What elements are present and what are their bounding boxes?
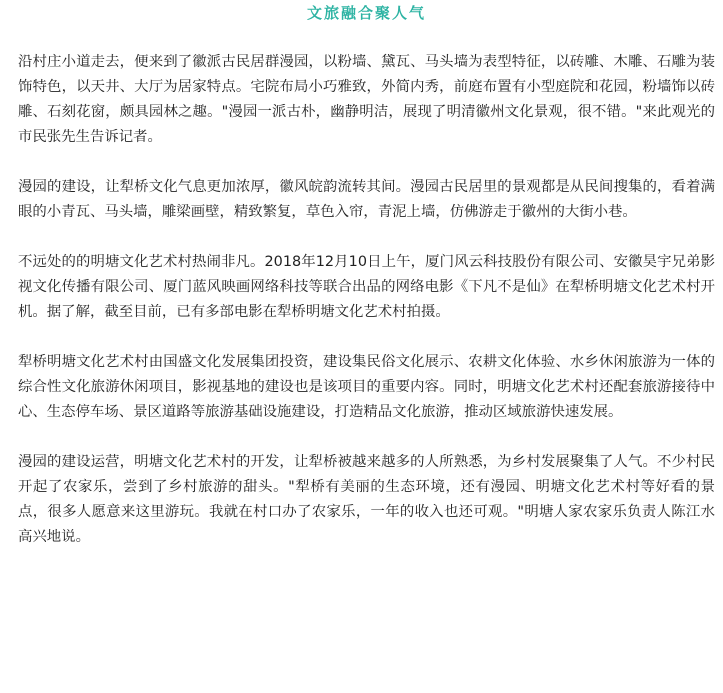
article-paragraph-1: 沿村庄小道走去，便来到了徽派古民居群漫园，以粉墙、黛瓦、马头墙为表型特征，以砖雕、木雕、石雕为装饰特色，以天井、大厅为居家特点。宅院布局小巧雅致，外简内秀，前庭布置有小型庭院和花园，粉墙饰以砖雕、石刻花窗，颇具园林之趣。"漫园一派古朴，幽静明洁，展现了明清徽州文化景观，很不错。"来此观光的市民张先生告诉记者。 [18,54,715,145]
article-paragraph-4: 犁桥明塘文化艺术村由国盛文化发展集团投资，建设集民俗文化展示、农耕文化体验、水乡休闲旅游为一体的综合性文化旅游休闲项目，影视基地的建设也是该项目的重要内容。同时，明塘文化艺术村还配套旅游接待中心、生态停车场、景区道路等旅游基础设施建设，打造精品文化旅游，推动区域旅游快速发展。 [18,354,715,420]
article-paragraph-5: 漫园的建设运营，明塘文化艺术村的开发，让犁桥被越来越多的人所熟悉，为乡村发展聚集了人气。不少村民开起了农家乐，尝到了乡村旅游的甜头。"犁桥有美丽的生态环境，还有漫园、明塘文化艺术村等好看的景点，很多人愿意来这里游玩。我就在村口办了农家乐，一年的收入也还可观。"明塘人家农家乐负责人陈江水高兴地说。 [18,454,715,545]
article-paragraph-2: 漫园的建设，让犁桥文化气息更加浓厚，徽风皖韵流转其间。漫园古民居里的景观都是从民间搜集的，看着满眼的小青瓦、马头墙，雕梁画壁，精致繁复，草色入帘，青泥上墙，仿佛游走于徽州的大街小巷。 [18,179,715,220]
article-title: 文旅融合聚人气 [306,4,426,22]
article-paragraph-3: 不远处的的明塘文化艺术村热闹非凡。2018年12月10日上午，厦门风云科技股份有限公司、安徽昊宇兄弟影视文化传播有限公司、厦门蓝风映画网络科技等联合出品的网络电影《下凡不是仙》在犁桥明塘文化艺术村开机。据了解，截至目前，已有多部电影在犁桥明塘文化艺术村拍摄。 [18,254,715,320]
